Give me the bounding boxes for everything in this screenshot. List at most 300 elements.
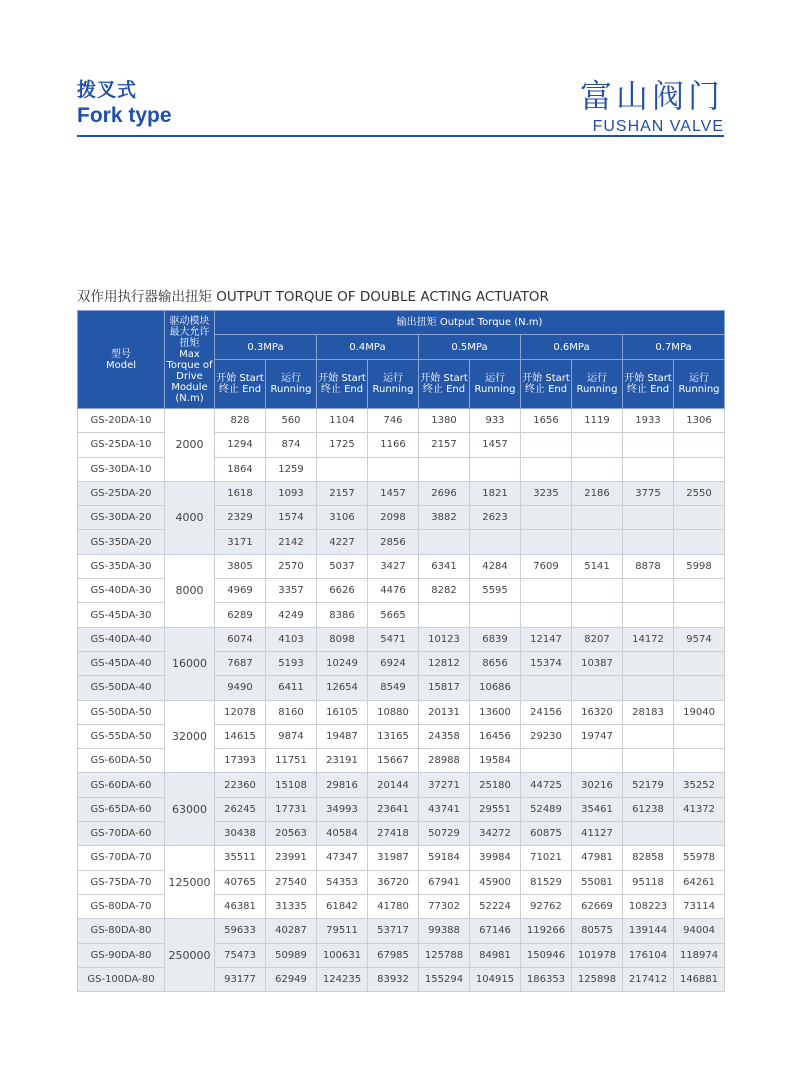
- torque-value-cell: [419, 603, 470, 627]
- torque-value-cell: 12812: [419, 651, 470, 675]
- model-cell: GS-30DA-20: [78, 506, 165, 530]
- torque-value-cell: 92762: [521, 894, 572, 918]
- torque-value-cell: [674, 676, 725, 700]
- torque-value-cell: [623, 530, 674, 554]
- torque-value-cell: 54353: [317, 870, 368, 894]
- header-running-cn: 运行: [485, 373, 505, 384]
- table-row: [78, 554, 725, 578]
- model-cell: GS-55DA-50: [78, 724, 165, 748]
- header-start-end: [521, 360, 572, 409]
- torque-value-cell: 5141: [572, 554, 623, 578]
- torque-value-cell: [674, 603, 725, 627]
- torque-value-cell: 2696: [419, 481, 470, 505]
- brand-name-cn: 富山阀门: [579, 77, 724, 115]
- torque-value-cell: 2157: [317, 481, 368, 505]
- torque-value-cell: 2098: [368, 506, 419, 530]
- torque-value-cell: 19747: [572, 724, 623, 748]
- torque-value-cell: 3235: [521, 481, 572, 505]
- torque-value-cell: 60875: [521, 822, 572, 846]
- torque-value-cell: 35252: [674, 773, 725, 797]
- torque-value-cell: 59184: [419, 846, 470, 870]
- header-start-end: [419, 360, 470, 409]
- module-torque-cell: 250000: [165, 919, 215, 992]
- torque-value-cell: 40765: [215, 870, 266, 894]
- header-running: [266, 360, 317, 409]
- torque-value-cell: 4476: [368, 579, 419, 603]
- torque-value-cell: 6411: [266, 676, 317, 700]
- torque-value-cell: 1656: [521, 409, 572, 433]
- torque-value-cell: 4227: [317, 530, 368, 554]
- torque-value-cell: 14615: [215, 724, 266, 748]
- torque-value-cell: [521, 676, 572, 700]
- torque-value-cell: 27540: [266, 870, 317, 894]
- torque-value-cell: 139144: [623, 919, 674, 943]
- torque-value-cell: 155294: [419, 967, 470, 991]
- torque-value-cell: 44725: [521, 773, 572, 797]
- header-running-en: Running: [372, 384, 414, 395]
- header-end-label: 终止 End: [422, 384, 466, 395]
- torque-value-cell: 15374: [521, 651, 572, 675]
- torque-value-cell: [674, 530, 725, 554]
- torque-value-cell: 10686: [470, 676, 521, 700]
- torque-value-cell: 12147: [521, 627, 572, 651]
- module-torque-cell: 8000: [165, 554, 215, 627]
- torque-value-cell: 8207: [572, 627, 623, 651]
- torque-value-cell: 80575: [572, 919, 623, 943]
- torque-value-cell: 874: [266, 433, 317, 457]
- torque-value-cell: 40584: [317, 822, 368, 846]
- section-heading: [77, 79, 172, 129]
- torque-value-cell: [572, 676, 623, 700]
- torque-value-cell: [572, 457, 623, 481]
- torque-value-cell: 1306: [674, 409, 725, 433]
- torque-value-cell: 67146: [470, 919, 521, 943]
- torque-value-cell: 6839: [470, 627, 521, 651]
- torque-value-cell: [623, 433, 674, 457]
- torque-value-cell: [623, 457, 674, 481]
- torque-value-cell: 61238: [623, 797, 674, 821]
- torque-value-cell: 6626: [317, 579, 368, 603]
- torque-value-cell: 41780: [368, 894, 419, 918]
- torque-value-cell: [572, 579, 623, 603]
- torque-value-cell: 1380: [419, 409, 470, 433]
- torque-value-cell: 39984: [470, 846, 521, 870]
- torque-value-cell: 46381: [215, 894, 266, 918]
- torque-value-cell: 1259: [266, 457, 317, 481]
- torque-value-cell: 62669: [572, 894, 623, 918]
- header-running-cn: 运行: [689, 373, 710, 384]
- torque-value-cell: [674, 651, 725, 675]
- torque-value-cell: 67985: [368, 943, 419, 967]
- torque-value-cell: 24358: [419, 724, 470, 748]
- torque-value-cell: 150946: [521, 943, 572, 967]
- torque-value-cell: [623, 749, 674, 773]
- torque-value-cell: 30216: [572, 773, 623, 797]
- model-cell: GS-30DA-10: [78, 457, 165, 481]
- header-start-end: [623, 360, 674, 409]
- torque-value-cell: [470, 530, 521, 554]
- header-module-en: Max Torque of Drive Module (N.m): [166, 348, 213, 404]
- torque-value-cell: 62949: [266, 967, 317, 991]
- model-cell: GS-40DA-40: [78, 627, 165, 651]
- torque-value-cell: 6924: [368, 651, 419, 675]
- torque-value-cell: 28988: [419, 749, 470, 773]
- torque-value-cell: 176104: [623, 943, 674, 967]
- torque-value-cell: 13600: [470, 700, 521, 724]
- torque-value-cell: 83932: [368, 967, 419, 991]
- torque-value-cell: 4103: [266, 627, 317, 651]
- torque-value-cell: [572, 749, 623, 773]
- torque-value-cell: 2623: [470, 506, 521, 530]
- header-running-en: Running: [576, 384, 618, 395]
- torque-value-cell: 5665: [368, 603, 419, 627]
- torque-value-cell: 35461: [572, 797, 623, 821]
- header-start-label: 开始 Start: [216, 373, 264, 384]
- header-divider: [77, 135, 724, 137]
- torque-value-cell: 3775: [623, 481, 674, 505]
- torque-value-cell: [368, 457, 419, 481]
- torque-value-cell: 73114: [674, 894, 725, 918]
- torque-value-cell: 1104: [317, 409, 368, 433]
- torque-value-cell: 45900: [470, 870, 521, 894]
- torque-value-cell: [572, 433, 623, 457]
- table-row: [78, 773, 725, 797]
- torque-value-cell: 75473: [215, 943, 266, 967]
- torque-value-cell: [470, 457, 521, 481]
- torque-value-cell: [572, 603, 623, 627]
- module-torque-cell: 16000: [165, 627, 215, 700]
- torque-value-cell: 4969: [215, 579, 266, 603]
- model-cell: GS-20DA-10: [78, 409, 165, 433]
- torque-value-cell: 2570: [266, 554, 317, 578]
- torque-value-cell: 23991: [266, 846, 317, 870]
- torque-value-cell: 55081: [572, 870, 623, 894]
- torque-value-cell: 53717: [368, 919, 419, 943]
- torque-value-cell: 124235: [317, 967, 368, 991]
- table-title: 双作用执行器输出扭矩 OUTPUT TORQUE OF DOUBLE ACTING ACTUATOR: [77, 289, 549, 305]
- header-module: [165, 311, 215, 409]
- torque-value-cell: 12078: [215, 700, 266, 724]
- header-start-label: 开始 Start: [522, 373, 570, 384]
- torque-value-cell: 125898: [572, 967, 623, 991]
- model-cell: GS-50DA-50: [78, 700, 165, 724]
- header-module-cn: 驱动模块最大允许扭矩: [169, 315, 210, 349]
- torque-value-cell: 9574: [674, 627, 725, 651]
- torque-value-cell: 29816: [317, 773, 368, 797]
- torque-value-cell: [674, 457, 725, 481]
- torque-value-cell: [674, 822, 725, 846]
- model-cell: GS-40DA-30: [78, 579, 165, 603]
- torque-value-cell: [623, 506, 674, 530]
- torque-value-cell: 81529: [521, 870, 572, 894]
- torque-value-cell: [623, 579, 674, 603]
- header-running: [572, 360, 623, 409]
- torque-value-cell: 31335: [266, 894, 317, 918]
- module-torque-cell: 32000: [165, 700, 215, 773]
- model-cell: GS-45DA-30: [78, 603, 165, 627]
- torque-value-cell: 2550: [674, 481, 725, 505]
- torque-value-cell: [623, 822, 674, 846]
- torque-value-cell: 15817: [419, 676, 470, 700]
- header-start-end: [215, 360, 266, 409]
- torque-value-cell: 6289: [215, 603, 266, 627]
- torque-value-cell: [623, 603, 674, 627]
- torque-value-cell: 104915: [470, 967, 521, 991]
- torque-value-cell: [674, 433, 725, 457]
- header-running-cn: 运行: [587, 373, 607, 384]
- torque-value-cell: 146881: [674, 967, 725, 991]
- torque-value-cell: 3882: [419, 506, 470, 530]
- torque-value-cell: 43741: [419, 797, 470, 821]
- torque-value-cell: 29230: [521, 724, 572, 748]
- torque-value-cell: 3357: [266, 579, 317, 603]
- torque-value-cell: 5193: [266, 651, 317, 675]
- torque-value-cell: 1864: [215, 457, 266, 481]
- torque-value-cell: 36720: [368, 870, 419, 894]
- torque-value-cell: [419, 457, 470, 481]
- module-torque-cell: 125000: [165, 846, 215, 919]
- model-cell: GS-45DA-40: [78, 651, 165, 675]
- header-end-label: 终止 End: [626, 384, 670, 395]
- torque-value-cell: [470, 603, 521, 627]
- torque-value-cell: 101978: [572, 943, 623, 967]
- torque-value-cell: 1119: [572, 409, 623, 433]
- model-cell: GS-35DA-20: [78, 530, 165, 554]
- header-pressure: 0.4MPa: [317, 335, 419, 360]
- header-running: [674, 360, 725, 409]
- model-cell: GS-35DA-30: [78, 554, 165, 578]
- torque-value-cell: 2142: [266, 530, 317, 554]
- torque-value-cell: 7609: [521, 554, 572, 578]
- brand-name-en: FUSHAN VALVE: [592, 118, 724, 135]
- torque-value-cell: [521, 457, 572, 481]
- torque-table: [77, 310, 725, 992]
- torque-value-cell: [521, 530, 572, 554]
- header-end-label: 终止 End: [218, 384, 262, 395]
- header-end-label: 终止 End: [524, 384, 568, 395]
- torque-value-cell: 16320: [572, 700, 623, 724]
- torque-value-cell: 5037: [317, 554, 368, 578]
- torque-value-cell: 10880: [368, 700, 419, 724]
- torque-value-cell: 23191: [317, 749, 368, 773]
- torque-value-cell: 3171: [215, 530, 266, 554]
- torque-value-cell: 41127: [572, 822, 623, 846]
- model-cell: GS-100DA-80: [78, 967, 165, 991]
- header-start-label: 开始 Start: [420, 373, 468, 384]
- torque-value-cell: 108223: [623, 894, 674, 918]
- torque-value-cell: 20131: [419, 700, 470, 724]
- torque-value-cell: 6074: [215, 627, 266, 651]
- torque-value-cell: [674, 579, 725, 603]
- header-running-cn: 运行: [281, 373, 301, 384]
- header-model: [78, 311, 165, 409]
- torque-value-cell: 27418: [368, 822, 419, 846]
- torque-value-cell: 47347: [317, 846, 368, 870]
- torque-value-cell: 1821: [470, 481, 521, 505]
- header-model-cn: 型号: [111, 348, 131, 360]
- model-cell: GS-60DA-60: [78, 773, 165, 797]
- header-running: [368, 360, 419, 409]
- header-running-en: Running: [270, 384, 312, 395]
- torque-value-cell: [521, 506, 572, 530]
- torque-value-cell: 37271: [419, 773, 470, 797]
- torque-value-cell: 15667: [368, 749, 419, 773]
- torque-value-cell: [623, 651, 674, 675]
- torque-value-cell: 100631: [317, 943, 368, 967]
- model-cell: GS-70DA-70: [78, 846, 165, 870]
- torque-value-cell: 828: [215, 409, 266, 433]
- torque-value-cell: 3427: [368, 554, 419, 578]
- header-model-en: Model: [105, 359, 137, 371]
- torque-value-cell: 19040: [674, 700, 725, 724]
- torque-value-cell: 5998: [674, 554, 725, 578]
- torque-value-cell: 125788: [419, 943, 470, 967]
- header-pressure: 0.3MPa: [215, 335, 317, 360]
- torque-value-cell: 3106: [317, 506, 368, 530]
- torque-value-cell: 118974: [674, 943, 725, 967]
- torque-value-cell: 67941: [419, 870, 470, 894]
- table-row: [78, 409, 725, 433]
- torque-value-cell: 6341: [419, 554, 470, 578]
- header-running: [470, 360, 521, 409]
- torque-value-cell: 8098: [317, 627, 368, 651]
- torque-value-cell: 8549: [368, 676, 419, 700]
- brand-logo: [580, 76, 724, 137]
- torque-value-cell: 933: [470, 409, 521, 433]
- torque-value-cell: 61842: [317, 894, 368, 918]
- torque-value-cell: 4284: [470, 554, 521, 578]
- header-end-label: 终止 End: [320, 384, 364, 395]
- table-row: [78, 481, 725, 505]
- torque-value-cell: [674, 724, 725, 748]
- torque-value-cell: 10387: [572, 651, 623, 675]
- model-cell: GS-80DA-80: [78, 919, 165, 943]
- torque-value-cell: 29551: [470, 797, 521, 821]
- torque-value-cell: 1166: [368, 433, 419, 457]
- header-running-cn: 运行: [383, 373, 403, 384]
- torque-value-cell: 52179: [623, 773, 674, 797]
- torque-value-cell: 64261: [674, 870, 725, 894]
- torque-value-cell: 52489: [521, 797, 572, 821]
- torque-value-cell: 9490: [215, 676, 266, 700]
- torque-value-cell: 217412: [623, 967, 674, 991]
- torque-value-cell: 40287: [266, 919, 317, 943]
- header-start-end: [317, 360, 368, 409]
- section-title-en: Fork type: [77, 104, 172, 127]
- torque-value-cell: 11751: [266, 749, 317, 773]
- table-row: [78, 919, 725, 943]
- torque-value-cell: 9874: [266, 724, 317, 748]
- torque-value-cell: 22360: [215, 773, 266, 797]
- model-cell: GS-90DA-80: [78, 943, 165, 967]
- torque-value-cell: 13165: [368, 724, 419, 748]
- torque-value-cell: 34272: [470, 822, 521, 846]
- torque-value-cell: 560: [266, 409, 317, 433]
- torque-value-cell: 20144: [368, 773, 419, 797]
- torque-value-cell: 19487: [317, 724, 368, 748]
- table-row: [78, 846, 725, 870]
- torque-value-cell: 50729: [419, 822, 470, 846]
- torque-value-cell: 8160: [266, 700, 317, 724]
- torque-value-cell: 95118: [623, 870, 674, 894]
- torque-value-cell: 5471: [368, 627, 419, 651]
- torque-value-cell: 99388: [419, 919, 470, 943]
- header-running-en: Running: [678, 384, 720, 395]
- table-row: [78, 700, 725, 724]
- torque-value-cell: 1725: [317, 433, 368, 457]
- header-start-label: 开始 Start: [318, 373, 366, 384]
- module-torque-cell: 63000: [165, 773, 215, 846]
- torque-value-cell: 5595: [470, 579, 521, 603]
- model-cell: GS-80DA-70: [78, 894, 165, 918]
- torque-value-cell: 31987: [368, 846, 419, 870]
- torque-value-cell: [674, 749, 725, 773]
- torque-value-cell: [521, 579, 572, 603]
- torque-value-cell: [521, 603, 572, 627]
- torque-value-cell: [623, 724, 674, 748]
- torque-value-cell: 1294: [215, 433, 266, 457]
- torque-value-cell: [317, 457, 368, 481]
- model-cell: GS-50DA-40: [78, 676, 165, 700]
- torque-value-cell: 186353: [521, 967, 572, 991]
- header-pressure: 0.5MPa: [419, 335, 521, 360]
- torque-value-cell: 2329: [215, 506, 266, 530]
- model-cell: GS-70DA-60: [78, 822, 165, 846]
- torque-value-cell: 2186: [572, 481, 623, 505]
- torque-value-cell: 7687: [215, 651, 266, 675]
- section-title-cn: 拨叉式: [77, 79, 138, 101]
- torque-value-cell: [572, 530, 623, 554]
- torque-value-cell: 1618: [215, 481, 266, 505]
- torque-value-cell: 14172: [623, 627, 674, 651]
- torque-value-cell: 10249: [317, 651, 368, 675]
- torque-value-cell: [419, 530, 470, 554]
- torque-value-cell: 82858: [623, 846, 674, 870]
- torque-value-cell: 24156: [521, 700, 572, 724]
- torque-value-cell: 71021: [521, 846, 572, 870]
- torque-value-cell: 8282: [419, 579, 470, 603]
- torque-value-cell: 30438: [215, 822, 266, 846]
- torque-value-cell: 10123: [419, 627, 470, 651]
- module-torque-cell: 4000: [165, 481, 215, 554]
- torque-value-cell: 28183: [623, 700, 674, 724]
- torque-value-cell: 1457: [368, 481, 419, 505]
- torque-value-cell: 94004: [674, 919, 725, 943]
- torque-value-cell: 35511: [215, 846, 266, 870]
- header-pressure: 0.6MPa: [521, 335, 623, 360]
- torque-value-cell: 2856: [368, 530, 419, 554]
- torque-value-cell: [521, 433, 572, 457]
- model-cell: GS-60DA-50: [78, 749, 165, 773]
- torque-value-cell: 23641: [368, 797, 419, 821]
- torque-value-cell: 1093: [266, 481, 317, 505]
- torque-value-cell: [572, 506, 623, 530]
- torque-value-cell: 119266: [521, 919, 572, 943]
- header-running-en: Running: [474, 384, 516, 395]
- torque-value-cell: [521, 749, 572, 773]
- torque-value-cell: 19584: [470, 749, 521, 773]
- torque-value-cell: 15108: [266, 773, 317, 797]
- torque-value-cell: 8878: [623, 554, 674, 578]
- torque-value-cell: 47981: [572, 846, 623, 870]
- torque-value-cell: 4249: [266, 603, 317, 627]
- torque-value-cell: [623, 676, 674, 700]
- torque-value-cell: 1933: [623, 409, 674, 433]
- model-cell: GS-65DA-60: [78, 797, 165, 821]
- torque-value-cell: 17731: [266, 797, 317, 821]
- torque-value-cell: 93177: [215, 967, 266, 991]
- torque-value-cell: 20563: [266, 822, 317, 846]
